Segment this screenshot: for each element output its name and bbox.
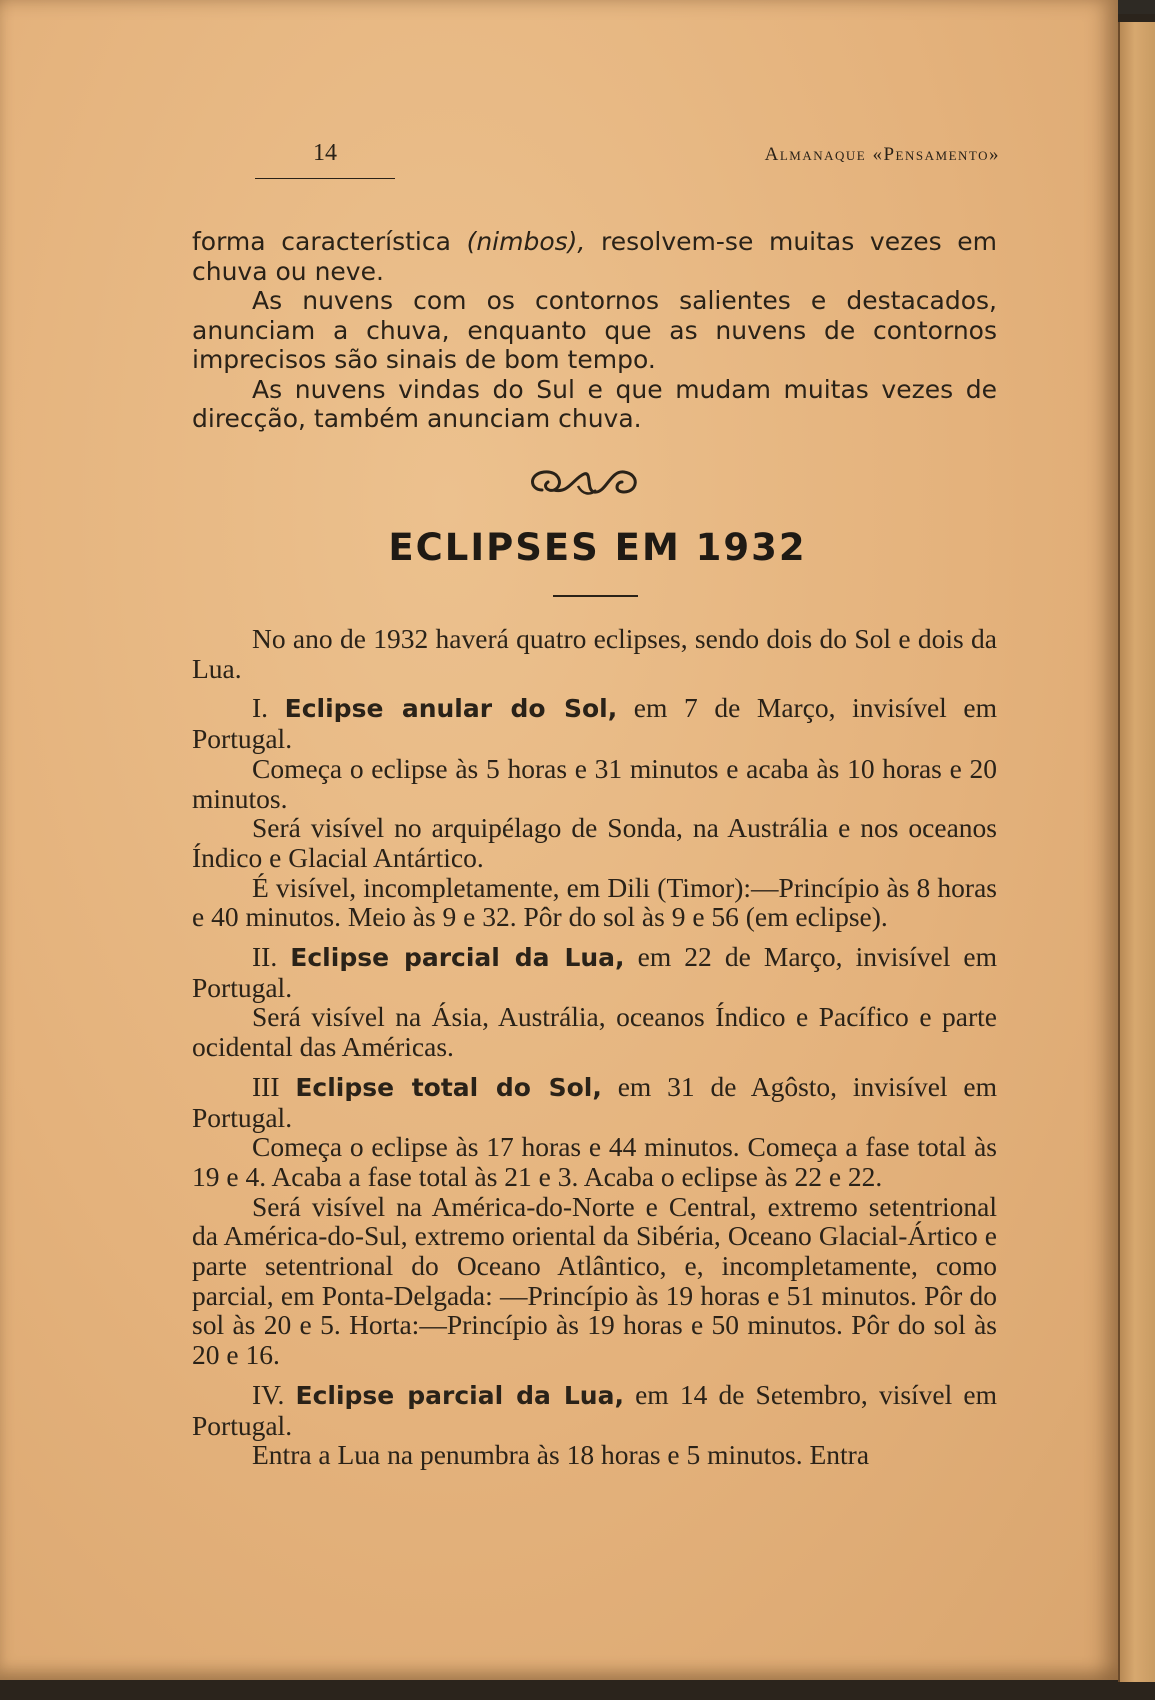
- intro-p1-text-end: resolvem-se muitas vezes em chuva ou neve.: [192, 227, 997, 286]
- book-spine: [1118, 22, 1155, 1682]
- eclipse-3-heading: [192, 1072, 997, 1132]
- eclipse-2-detail: em 22 de Março, invisível em Portugal.: [192, 941, 998, 1003]
- eclipse-4-heading: [192, 1380, 997, 1440]
- eclipse-1-paragraph-3: É visível, incompletamente, em Dili (Timor):—Princípio às 8 horas e 40 minutos. Meio às 9 e 32. Pôr do sol às 9 e 56 (em eclipse).: [192, 871, 997, 933]
- flourish-ornament-icon: [520, 460, 650, 504]
- section-intro: No ano de 1932 haverá quatro eclipses, sendo dois do Sol e dois da Lua.: [192, 623, 997, 684]
- eclipse-1-paragraph-1: Começa o eclipse às 5 horas e 31 minutos e acaba às 10 horas e 20 minutos.: [192, 752, 997, 814]
- eclipse-4-name: Eclipse parcial da Lua,: [295, 1380, 624, 1410]
- eclipse-1-heading: [192, 693, 997, 753]
- page-number: 14: [313, 140, 337, 166]
- eclipse-3-name: Eclipse total do Sol,: [295, 1072, 602, 1102]
- intro-paragraph-3: As nuvens vindas do Sul e que mudam muitas vezes de direcção, também anunciam chuva.: [192, 374, 997, 433]
- page-header: [195, 140, 1000, 180]
- intro-p1-text: forma característica: [192, 227, 467, 256]
- eclipse-1-name: Eclipse anular do Sol,: [284, 694, 618, 724]
- eclipse-3-paragraph-1: Começa o eclipse às 17 horas e 44 minutos. Começa a fase total às 19 e 4. Acaba a fase total às 21 e 3. Acaba o eclipse às 22 e 22.: [192, 1131, 997, 1192]
- eclipse-3-number: III: [252, 1070, 280, 1102]
- eclipse-2-number: II.: [252, 941, 278, 973]
- eclipse-1-number: I.: [252, 692, 269, 724]
- eclipse-4-number: IV.: [252, 1378, 285, 1410]
- eclipse-2-paragraph-1: Será visível na Ásia, Austrália, oceanos Índico e Pacífico e parte ocidental das Américas.: [192, 1001, 997, 1063]
- intro-p1-italic: (nimbos),: [466, 227, 586, 256]
- eclipse-2-name: Eclipse parcial da Lua,: [290, 943, 625, 973]
- eclipse-4-detail: em 14 de Setembro, visível em Portugal.: [192, 1378, 998, 1441]
- running-title: Almanaque «Pensamento»: [764, 144, 1000, 165]
- eclipse-1-paragraph-2: Será visível no arquipélago de Sonda, na Austrália e nos oceanos Índico e Glacial Antártico.: [192, 812, 997, 873]
- intro-paragraph-1: [192, 227, 997, 286]
- eclipse-3-paragraph-2: Será visível na América-do-Norte e Central, extremo setentrional da América-do-Sul, extremo oriental da Sibéria, Oceano Glacial-Ártico e parte setentrional do Oceano Atlântico, e, incompletamente, como parcial, em Ponta-Delgada: —Princípio às 19 horas e 51 minutos. Pôr do sol às 20 e 5. Horta:—Princípio às 19 horas e 50 minutos. Pôr do sol às 20 e 16.: [192, 1190, 997, 1371]
- header-rule: [255, 178, 395, 179]
- intro-text: [192, 227, 997, 434]
- eclipse-3-detail: em 31 de Agôsto, invisível em Portugal.: [192, 1070, 997, 1133]
- title-rule: [553, 595, 638, 597]
- section-title: ECLIPSES EM 1932: [388, 526, 807, 569]
- eclipse-4-paragraph-1: Entra a Lua na penumbra às 18 horas e 5 minutos. Entra: [252, 1439, 870, 1471]
- intro-paragraph-2: As nuvens com os contornos salientes e destacados, anunciam a chuva, enquanto que as nuvens de contornos imprecisos são sinais de bom tempo.: [192, 286, 997, 374]
- eclipses-text: [192, 624, 997, 1470]
- eclipse-1-detail: em 7 de Março, invisível em Portugal.: [192, 692, 998, 755]
- eclipse-2-heading: [192, 942, 997, 1002]
